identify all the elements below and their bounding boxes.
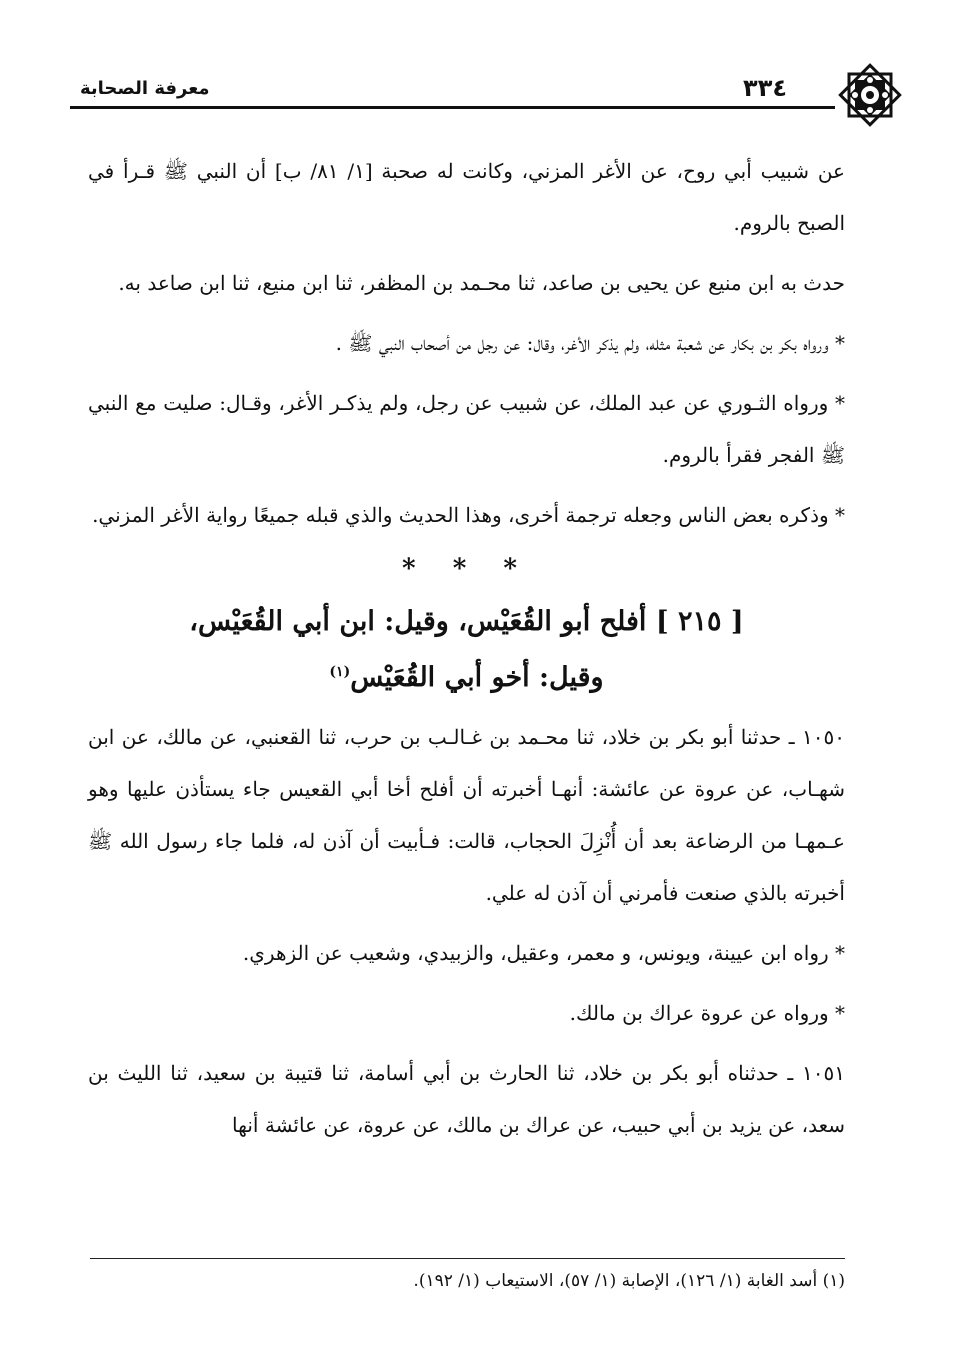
- paragraph: ١٠٥١ ـ حدثناه أبو بكر بن خلاد، ثنا الحارث بن أبي أسامة، ثنا قتيبة بن سعيد، ثنا الليث بن سعد، عن يزيد بن أبي حبيب، عن عراك بن مالك، عن عروة، عن عائشة أنها: [88, 1061, 845, 1137]
- footnote: (١) أسد الغابة (١/ ١٢٦)، الإصابة (١/ ٥٧)، الاستيعاب (١/ ١٩٢).: [413, 1271, 845, 1291]
- paragraph: * وذكره بعض الناس وجعله ترجمة أخرى، وهذا الحديث والذي قبله جميعًا رواية الأغر المزني.: [92, 503, 845, 527]
- paragraph: * ورواه بكر بن بكار عن شعبة مثله، ولم يذكر الأغر، وقال: عن رجل من أصحاب النبي ﷺ .: [335, 331, 845, 355]
- paragraph: حدث به ابن منيع عن يحيى بن صاعد، ثنا محـمد بن المظفر، ثنا ابن منيع، ثنا ابن صاعد به.: [118, 271, 845, 295]
- paragraph: عن شبيب أبي روح، عن الأغر المزني، وكانت له صحبة [١/ ٨١/ ب] أن النبي ﷺ قـرأ في الصبح بالروم.: [88, 159, 845, 235]
- footnote-mark: (١): [329, 664, 351, 680]
- paragraph: ١٠٥٠ ـ حدثنا أبو بكر بن خلاد، ثنا محـمد بن غـالـب بن حرب، ثنا القعنبي، عن مالك، عن ابن شهـاب، عن عروة عن عائشة: أنهـا أخبرته أن أفلح أخا أبي القعيس جاء يستأذن عليها وهو عـمهـا من الرضاعة بعد أن أُنْزِلَ الحجاب، قالت: فـأبيت أن آذن له، فلما جاء رسول الله ﷺ أخبرته بالذي صنعت فأمرني أن آذن له علي.: [88, 725, 845, 905]
- main-text: [88, 145, 845, 1159]
- entry-heading-line2: [88, 647, 845, 703]
- footnote-rule: [90, 1258, 845, 1259]
- paragraph: * ورواه الثـوري عن عبد الملك، عن شبيب عن رجل، ولم يذكـر الأغر، وقـال: صليت مع النبي ﷺ الفجر فقرأ بالروم.: [88, 391, 845, 467]
- book-title: معرفة الصحابة: [80, 78, 210, 99]
- star-ornament-icon: [835, 60, 905, 130]
- paragraph: * رواه ابن عيينة، ويونس، و معمر، وعقيل، والزبيدي، وشعيب عن الزهري.: [242, 941, 845, 965]
- entry-heading-line1: [ ٢١٥ ] أفلح أبو القُعَيْس، وقيل: ابن أبي القُعَيْس،: [189, 606, 744, 637]
- entry-heading-text: وقيل: أخو أبي القُعَيْس: [350, 662, 604, 693]
- header-rule: [70, 106, 835, 109]
- page-number: ٣٣٤: [743, 74, 787, 102]
- entry-heading: [88, 597, 845, 703]
- page-header: [70, 60, 905, 130]
- section-separator: * * *: [402, 554, 531, 584]
- paragraph: * ورواه عن عروة عراك بن مالك.: [569, 1001, 845, 1025]
